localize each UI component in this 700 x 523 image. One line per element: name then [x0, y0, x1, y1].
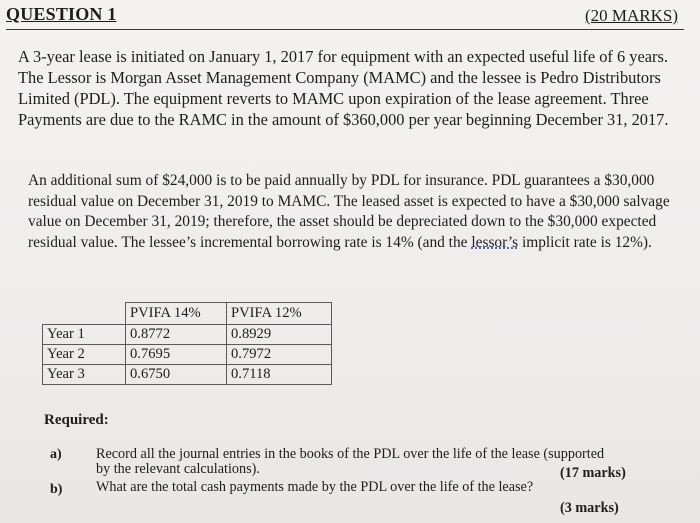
pvifa-12-value: 0.7972: [227, 345, 332, 365]
pvifa-12-value: 0.8929: [227, 325, 332, 345]
pvifa-14-value: 0.6750: [126, 365, 227, 385]
question-header: [6, 4, 686, 30]
lease-description-paragraph: A 3-year lease is initiated on January 1, 2017 for equipment with an expected useful life of 6 years. The Lessor is Morgan Asset Management Company (MAMC) and the lessee is Pedro Distributors Limited (PDL). The equipment reverts to MAMC upon expiration of the lease agreement. Three Payments are due to the RAMC in the amount of $360,000 per year beginning December 31, 2017.: [18, 47, 669, 129]
table-header-row: [43, 303, 332, 325]
row-label: Year 1: [43, 325, 126, 345]
table-header-cell: PVIFA 14%: [126, 303, 227, 325]
additional-terms-main-text: An additional sum of $24,000 is to be paid annually by PDL for insurance. PDL guarantees a $30,000 residual value on December 31, 2019 to MAMC. The leased asset is expected to have a $30,000 salvage value on December 31, 2019; therefore, the asset should be depreciated down to the $30,000 expected residual value. The lessee’s incremental borrowing rate is 14% (and the: [28, 172, 670, 251]
additional-terms-tail-text: implicit rate is 12%).: [518, 233, 652, 251]
part-a-marks: (17 marks): [560, 465, 626, 481]
additional-terms-paragraph: [28, 171, 678, 253]
table-header-cell: [43, 303, 126, 325]
part-b-text: What are the total cash payments made by the PDL over the life of the lease?: [96, 479, 534, 495]
part-b-marks: (3 marks): [560, 500, 619, 516]
pvifa-table: [42, 302, 332, 385]
required-heading: Required:: [44, 412, 109, 428]
table-row: [43, 345, 332, 365]
part-a-line2: by the relevant calculations).: [96, 461, 260, 477]
table-header-cell: PVIFA 12%: [227, 303, 332, 325]
question-total-marks: (20 MARKS): [584, 6, 678, 25]
part-b-letter: b): [50, 482, 63, 497]
part-a-letter: a): [50, 447, 62, 462]
row-label: Year 2: [43, 345, 126, 365]
table-row: [43, 365, 332, 385]
pvifa-14-value: 0.8772: [126, 325, 227, 345]
pvifa-14-value: 0.7695: [126, 345, 227, 365]
pvifa-12-value: 0.7118: [227, 365, 332, 385]
lessor-underlined-word: lessor’s: [471, 233, 519, 251]
header-rule: [6, 29, 684, 30]
question-title: QUESTION 1: [6, 4, 117, 24]
part-a-line1: Record all the journal entries in the books of the PDL over the life of the lease (supported: [96, 446, 605, 462]
table-row: [43, 325, 332, 345]
row-label: Year 3: [43, 365, 126, 385]
